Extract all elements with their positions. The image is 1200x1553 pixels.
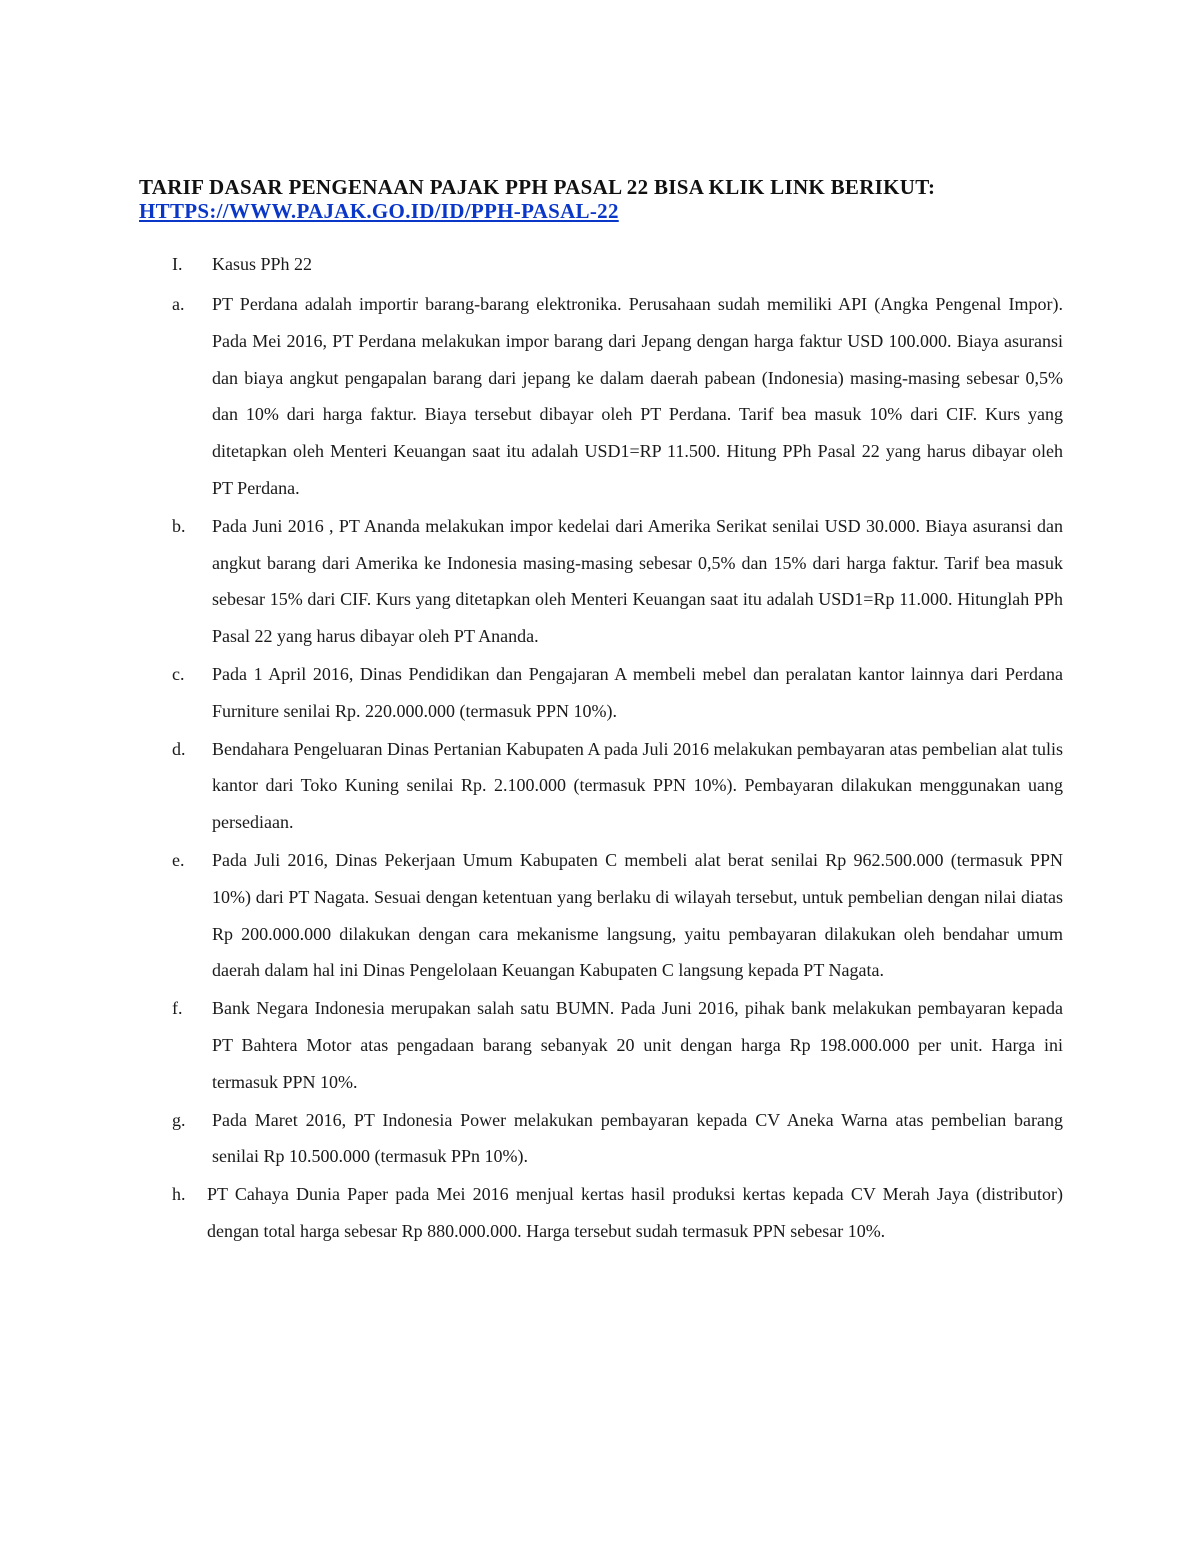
item-letter: b. [172,515,186,536]
document-heading [139,175,1069,223]
item-letter: d. [172,738,186,759]
list-item-b [0,508,1200,655]
item-letter: a. [172,294,185,314]
section-title: Kasus PPh 22 [212,254,313,274]
heading-title: TARIF DASAR PENGENAAN PAJAK PPH PASAL 22 BISA KLIK LINK BERIKUT: [139,175,936,199]
item-letter: h. [172,1184,186,1205]
section-number: I. [172,254,183,274]
item-text: Pada Maret 2016, PT Indonesia Power melakukan pembayaran kepada CV Aneka Warna atas pembelian barang senilai Rp 10.500.000 (termasuk PPn 10%). [212,1109,1063,1167]
pajak-link[interactable]: HTTPS://WWW.PAJAK.GO.ID/ID/PPH-PASAL-22 [139,199,619,223]
list-item-h [0,1176,1200,1250]
list-item-f [0,990,1200,1100]
list-item-c [0,656,1200,730]
item-letter: g. [172,1109,186,1130]
item-text: Bank Negara Indonesia merupakan salah satu BUMN. Pada Juni 2016, pihak bank melakukan pembayaran kepada PT Bahtera Motor atas pengadaan barang sebanyak 20 unit dengan harga Rp 198.000.000 per unit. Harga ini termasuk PPN 10%. [212,998,1063,1092]
item-text: Bendahara Pengeluaran Dinas Pertanian Kabupaten A pada Juli 2016 melakukan pembayaran atas pembelian alat tulis kantor dari Toko Kuning senilai Rp. 2.100.000 (termasuk PPN 10%). Pembayaran dilakukan menggunakan uang persediaan. [212,738,1063,833]
list-item-a [0,286,1200,507]
item-text: PT Cahaya Dunia Paper pada Mei 2016 menjual kertas hasil produksi kertas kepada CV Merah Jaya (distributor) dengan total harga sebesar Rp 880.000.000. Harga tersebut sudah termasuk PPN sebesar 10%. [207,1184,1063,1241]
item-text: PT Perdana adalah importir barang-barang elektronika. Perusahaan sudah memiliki API (Angka Pengenal Impor). Pada Mei 2016, PT Perdana melakukan impor barang dari Jepang dengan harga faktur USD 100.000. Biaya asuransi dan biaya angkut pengapalan barang dari jepang ke dalam daerah pabean (Indonesia) masing-masing sebesar 0,5% dan 10% dari harga faktur. Biaya tersebut dibayar oleh PT Perdana. Tarif bea masuk 10% dari CIF. Kurs yang ditetapkan oleh Menteri Keuangan saat itu adalah USD1=RP 11.500. Hitung PPh Pasal 22 yang harus dibayar oleh PT Perdana. [212,294,1063,498]
list-item-d [0,731,1200,841]
item-text: Pada Juni 2016 , PT Ananda melakukan impor kedelai dari Amerika Serikat senilai USD 30.000. Biaya asuransi dan angkut barang dari Amerika ke Indonesia masing-masing sebesar 0,5% dan 15% dari harga faktur. Tarif bea masuk sebesar 15% dari CIF. Kurs yang ditetapkan oleh Menteri Keuangan saat itu adalah USD1=Rp 11.000. Hitunglah PPh Pasal 22 yang harus dibayar oleh PT Ananda. [212,515,1063,647]
case-list [0,286,1200,1251]
item-letter: f. [172,998,183,1019]
item-letter: c. [172,663,185,684]
list-item-g [0,1102,1200,1176]
item-text: Pada Juli 2016, Dinas Pekerjaan Umum Kabupaten C membeli alat berat senilai Rp 962.500.000 (termasuk PPN 10%) dari PT Nagata. Sesuai dengan ketentuan yang berlaku di wilayah tersebut, untuk pembelian dengan nilai diatas Rp 200.000.000 dilakukan dengan cara mekanisme langsung, yaitu pembayaran dilakukan oleh bendahar umum daerah dalam hal ini Dinas Pengelolaan Keuangan Kabupaten C langsung kepada PT Nagata. [212,849,1063,981]
item-text: Pada 1 April 2016, Dinas Pendidikan dan Pengajaran A membeli mebel dan peralatan kantor lainnya dari Perdana Furniture senilai Rp. 220.000.000 (termasuk PPN 10%). [212,663,1063,721]
item-letter: e. [172,849,185,870]
list-item-e [0,842,1200,989]
